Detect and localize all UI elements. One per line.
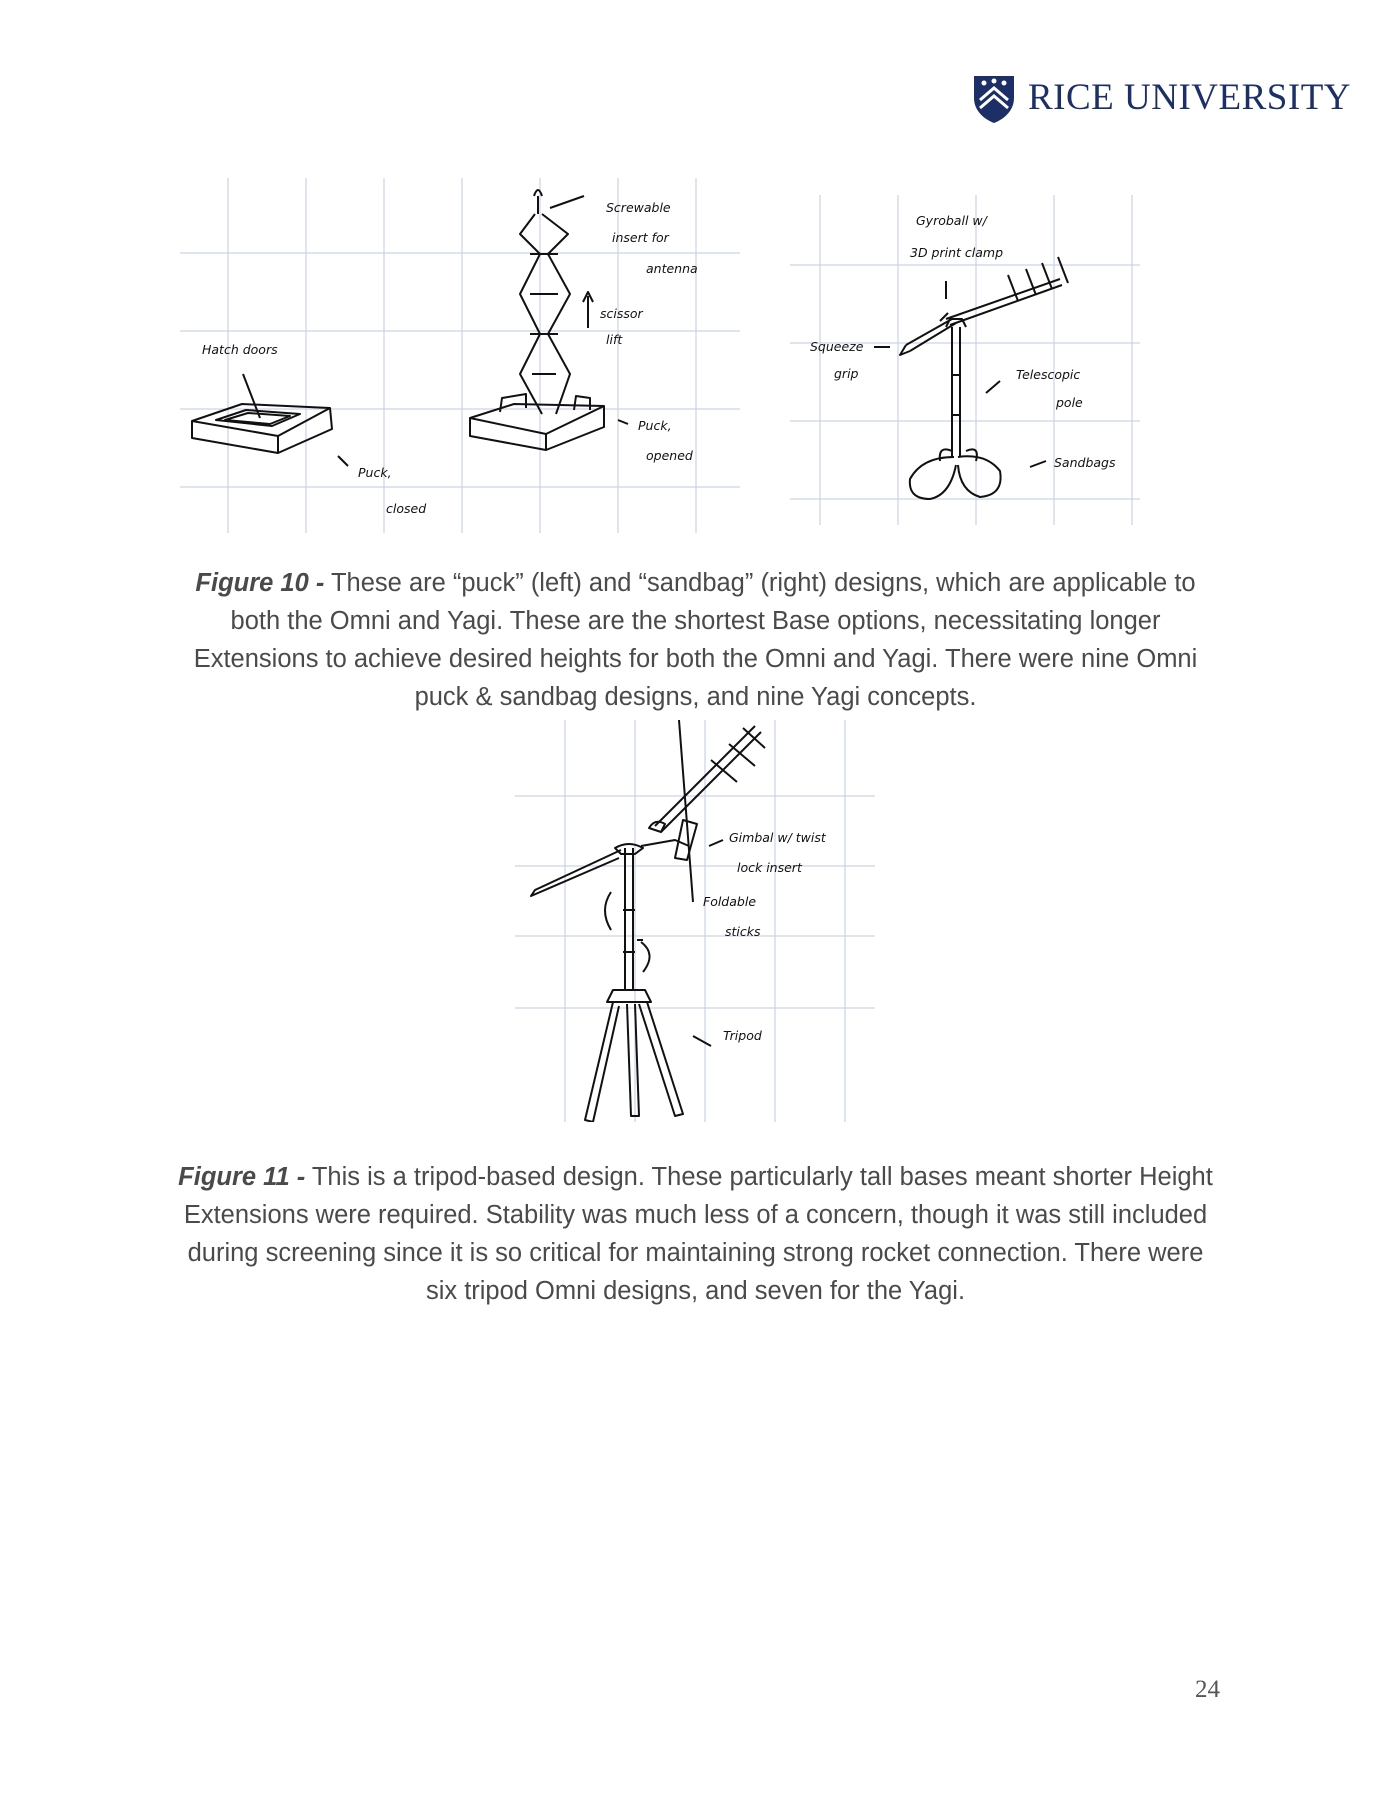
gyroball-label-2: 3D print clamp	[910, 245, 1004, 260]
screwable-label-3: antenna	[646, 261, 698, 276]
figure-10-caption	[170, 564, 1221, 716]
figure-11-caption	[170, 1158, 1221, 1310]
shield-crest-icon	[972, 74, 1016, 124]
page-number: 24	[1195, 1676, 1220, 1703]
scissor-lift-label-1: scissor	[600, 306, 643, 321]
telescopic-pole-label-1: Telescopic	[1016, 367, 1081, 382]
foldable-sticks-label-1: Foldable	[703, 894, 757, 909]
sandbags-label: Sandbags	[1054, 455, 1116, 470]
puck-opened-label-1: Puck,	[638, 418, 672, 433]
puck-opened-label-2: opened	[646, 448, 693, 463]
gyroball-label-1: Gyroball w/	[916, 213, 987, 228]
gimbal-label-1: Gimbal w/ twist	[729, 830, 826, 845]
telescopic-pole-label-2: pole	[1056, 395, 1083, 410]
screwable-label-1: Screwable	[606, 200, 671, 215]
squeeze-grip-label-1: Squeeze	[810, 339, 864, 354]
puck-closed-label-2: closed	[386, 501, 427, 516]
puck-closed-label-1: Puck,	[358, 465, 392, 480]
figure-11-label: Figure 11 -	[178, 1163, 306, 1191]
figure-10-caption-text: These are “puck” (left) and “sandbag” (right) designs, which are applicable to both the Omni and Yagi. These are the shortest Base options, necessitating longer Extensions to achieve desired heights for both the Omni and Yagi. There were nine Omni puck & sandbag designs, and nine Yagi concepts.	[193, 569, 1198, 711]
tripod-design-sketch	[515, 720, 875, 1122]
figure-10-label: Figure 10 -	[195, 569, 325, 597]
foldable-sticks-label-2: sticks	[725, 924, 761, 939]
tripod-label: Tripod	[723, 1028, 762, 1043]
sandbag-design-sketch	[790, 195, 1140, 525]
screwable-label-2: insert for	[612, 230, 669, 245]
rice-university-logo	[972, 74, 1352, 126]
gimbal-label-2: lock insert	[737, 860, 802, 875]
figure-11-caption-text: This is a tripod-based design. These particularly tall bases meant shorter Height Extensions were required. Stability was much less of a concern, though it was still included during screening since it is so critical for maintaining strong rocket connection. There were six tripod Omni designs, and seven for the Yagi.	[183, 1163, 1213, 1305]
hatch-doors-label: Hatch doors	[202, 342, 278, 357]
logo-text: RICE UNIVERSITY	[1028, 77, 1352, 118]
squeeze-grip-label-2: grip	[834, 366, 859, 381]
puck-design-sketch	[180, 178, 740, 533]
scissor-lift-label-2: lift	[606, 332, 623, 347]
